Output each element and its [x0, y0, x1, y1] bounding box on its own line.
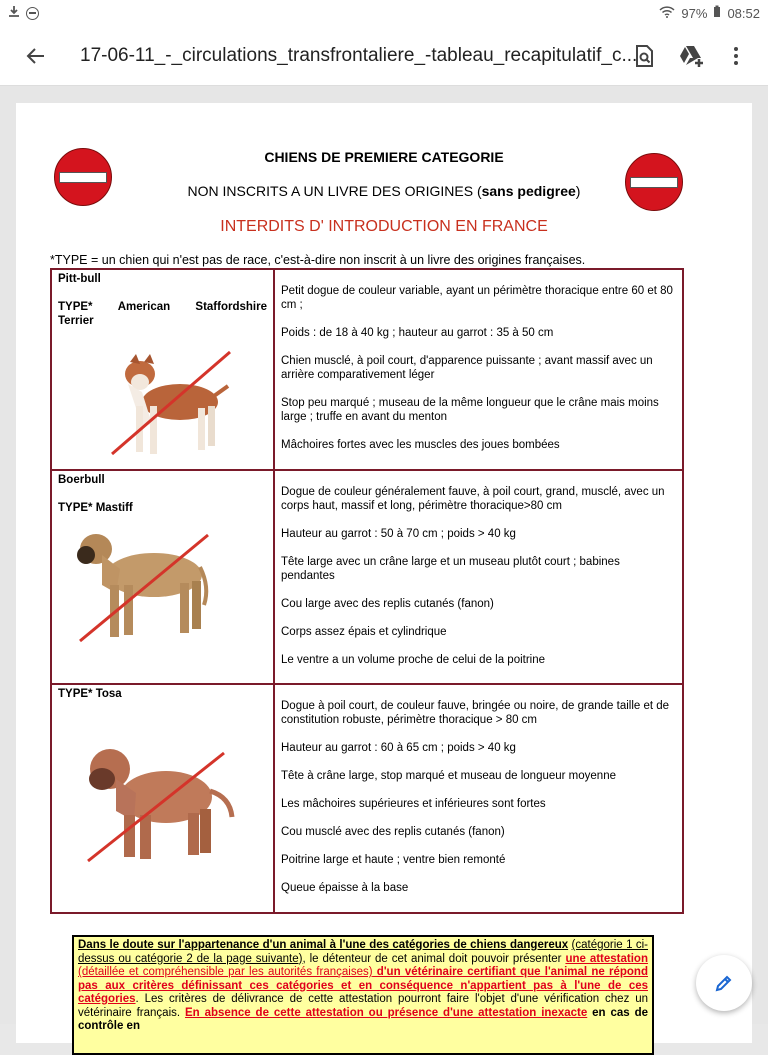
- page-subheading: NON INSCRITS A UN LIVRE DES ORIGINES (sans pedigree): [187, 183, 581, 199]
- drive-add-icon: [679, 45, 705, 67]
- breed-description: Dogue à poil court, de couleur fauve, bringée ou noire, de grande taille et de constitution robuste, périmètre thoracique > 80 cm Hauteur au garrot : 60 à 65 cm ; poids > 40 kg Tête à crâne large, stop marqué et museau de longueur moyenne Les mâchoires supérieures et inférieures sont fortes Cou musclé avec des replis cutanés (fanon) Poitrine large et haute ; ventre bien remonté Queue épaisse à la base: [274, 684, 683, 913]
- find-in-document-button[interactable]: [622, 34, 666, 78]
- dog-categories-table: [50, 268, 684, 914]
- tosa-dog-image: [76, 735, 236, 865]
- page-heading: CHIENS DE PREMIERE CATEGORIE: [264, 149, 504, 165]
- app-bar: [0, 26, 768, 86]
- type-definition-note: *TYPE = un chien qui n'est pas de race, c'est-à-dire non inscrit à un livre des origines françaises.: [50, 253, 586, 267]
- arrow-left-icon: [26, 46, 46, 66]
- table-row: [51, 470, 683, 684]
- back-button[interactable]: [8, 28, 64, 84]
- document-title: 17-06-11_-_circulations_transfrontaliere_-tableau_recapitulatif_c...: [80, 44, 638, 66]
- breed-name: Boerbull: [58, 474, 105, 486]
- edit-button[interactable]: [696, 955, 752, 1011]
- battery-percent: 97%: [681, 5, 708, 21]
- pencil-icon: [714, 973, 734, 993]
- table-row: [51, 684, 683, 913]
- wifi-icon: [659, 6, 675, 21]
- breed-description: Dogue de couleur généralement fauve, à poil court, grand, musclé, avec un corps haut, massif et long, périmètre thoracique>80 cm Hauteur au garrot : 50 à 70 cm ; poids > 40 kg Tête large avec un crâne large et un museau plutôt court ; babines pendantes Cou large avec des replis cutanés (fanon) Corps assez épais et cylindrique Le ventre a un volume proche de celui de la poitrine: [274, 470, 683, 684]
- breed-cell: [51, 470, 274, 684]
- breed-type: TYPE* Tosa: [58, 688, 122, 700]
- breed-type: TYPE* American Staffordshire: [58, 301, 267, 313]
- download-icon: [8, 5, 20, 21]
- ban-banner: INTERDITS D' INTRODUCTION EN FRANCE: [220, 218, 548, 235]
- do-not-disturb-icon: [26, 7, 39, 20]
- pitbull-dog-image: [102, 334, 232, 464]
- breed-cell: Pitt-bull TYPE* American Staffordshire Terrier: [51, 269, 274, 470]
- more-vert-icon: [733, 46, 739, 66]
- more-options-button[interactable]: [714, 34, 758, 78]
- breed-cell: [51, 684, 274, 913]
- breed-type: TYPE* Mastiff: [58, 502, 133, 514]
- breed-name: Pitt-bull: [58, 273, 101, 285]
- add-to-drive-button[interactable]: [670, 34, 714, 78]
- status-bar: [0, 0, 768, 26]
- search-document-icon: [634, 45, 654, 67]
- breed-description: Petit dogue de couleur variable, ayant un périmètre thoracique entre 60 et 80 cm ; Poids : de 18 à 40 kg ; hauteur au garrot : 35 à 50 cm Chien musclé, à poil court, d'apparence puissante ; avant massif avec un arrière comparativement léger Stop peu marqué ; museau de la même longueur que le crâne mais moins large ; truffe en avant du menton Mâchoires fortes avec les muscles des joues bombées: [274, 269, 683, 470]
- document-viewer[interactable]: [0, 86, 768, 1032]
- battery-icon: [713, 5, 721, 21]
- warning-box: Dans le doute sur l'appartenance d'un animal à l'une des catégories de chiens dangereux (catégorie 1 ci-dessus ou catégorie 2 de la page suivante), le détenteur de cet animal doit pouvoir présenter une attestation (détaillée et compréhensible par les autorités françaises) d'un vétérinaire certifiant que l'animal ne répond pas aux critères définissant ces catégories et en conséquence n'appartient pas à l'une de ces catégories. Les critères de délivrance de cette attestation pourront faire l'objet d'une vérification chez un vétérinaire français. En absence de cette attestation ou présence d'une attestation inexacte en cas de contrôle en: [72, 935, 654, 1055]
- boerboel-dog-image: [72, 525, 222, 645]
- pdf-page: [16, 103, 752, 1043]
- table-row: [51, 269, 683, 470]
- clock: 08:52: [727, 5, 760, 21]
